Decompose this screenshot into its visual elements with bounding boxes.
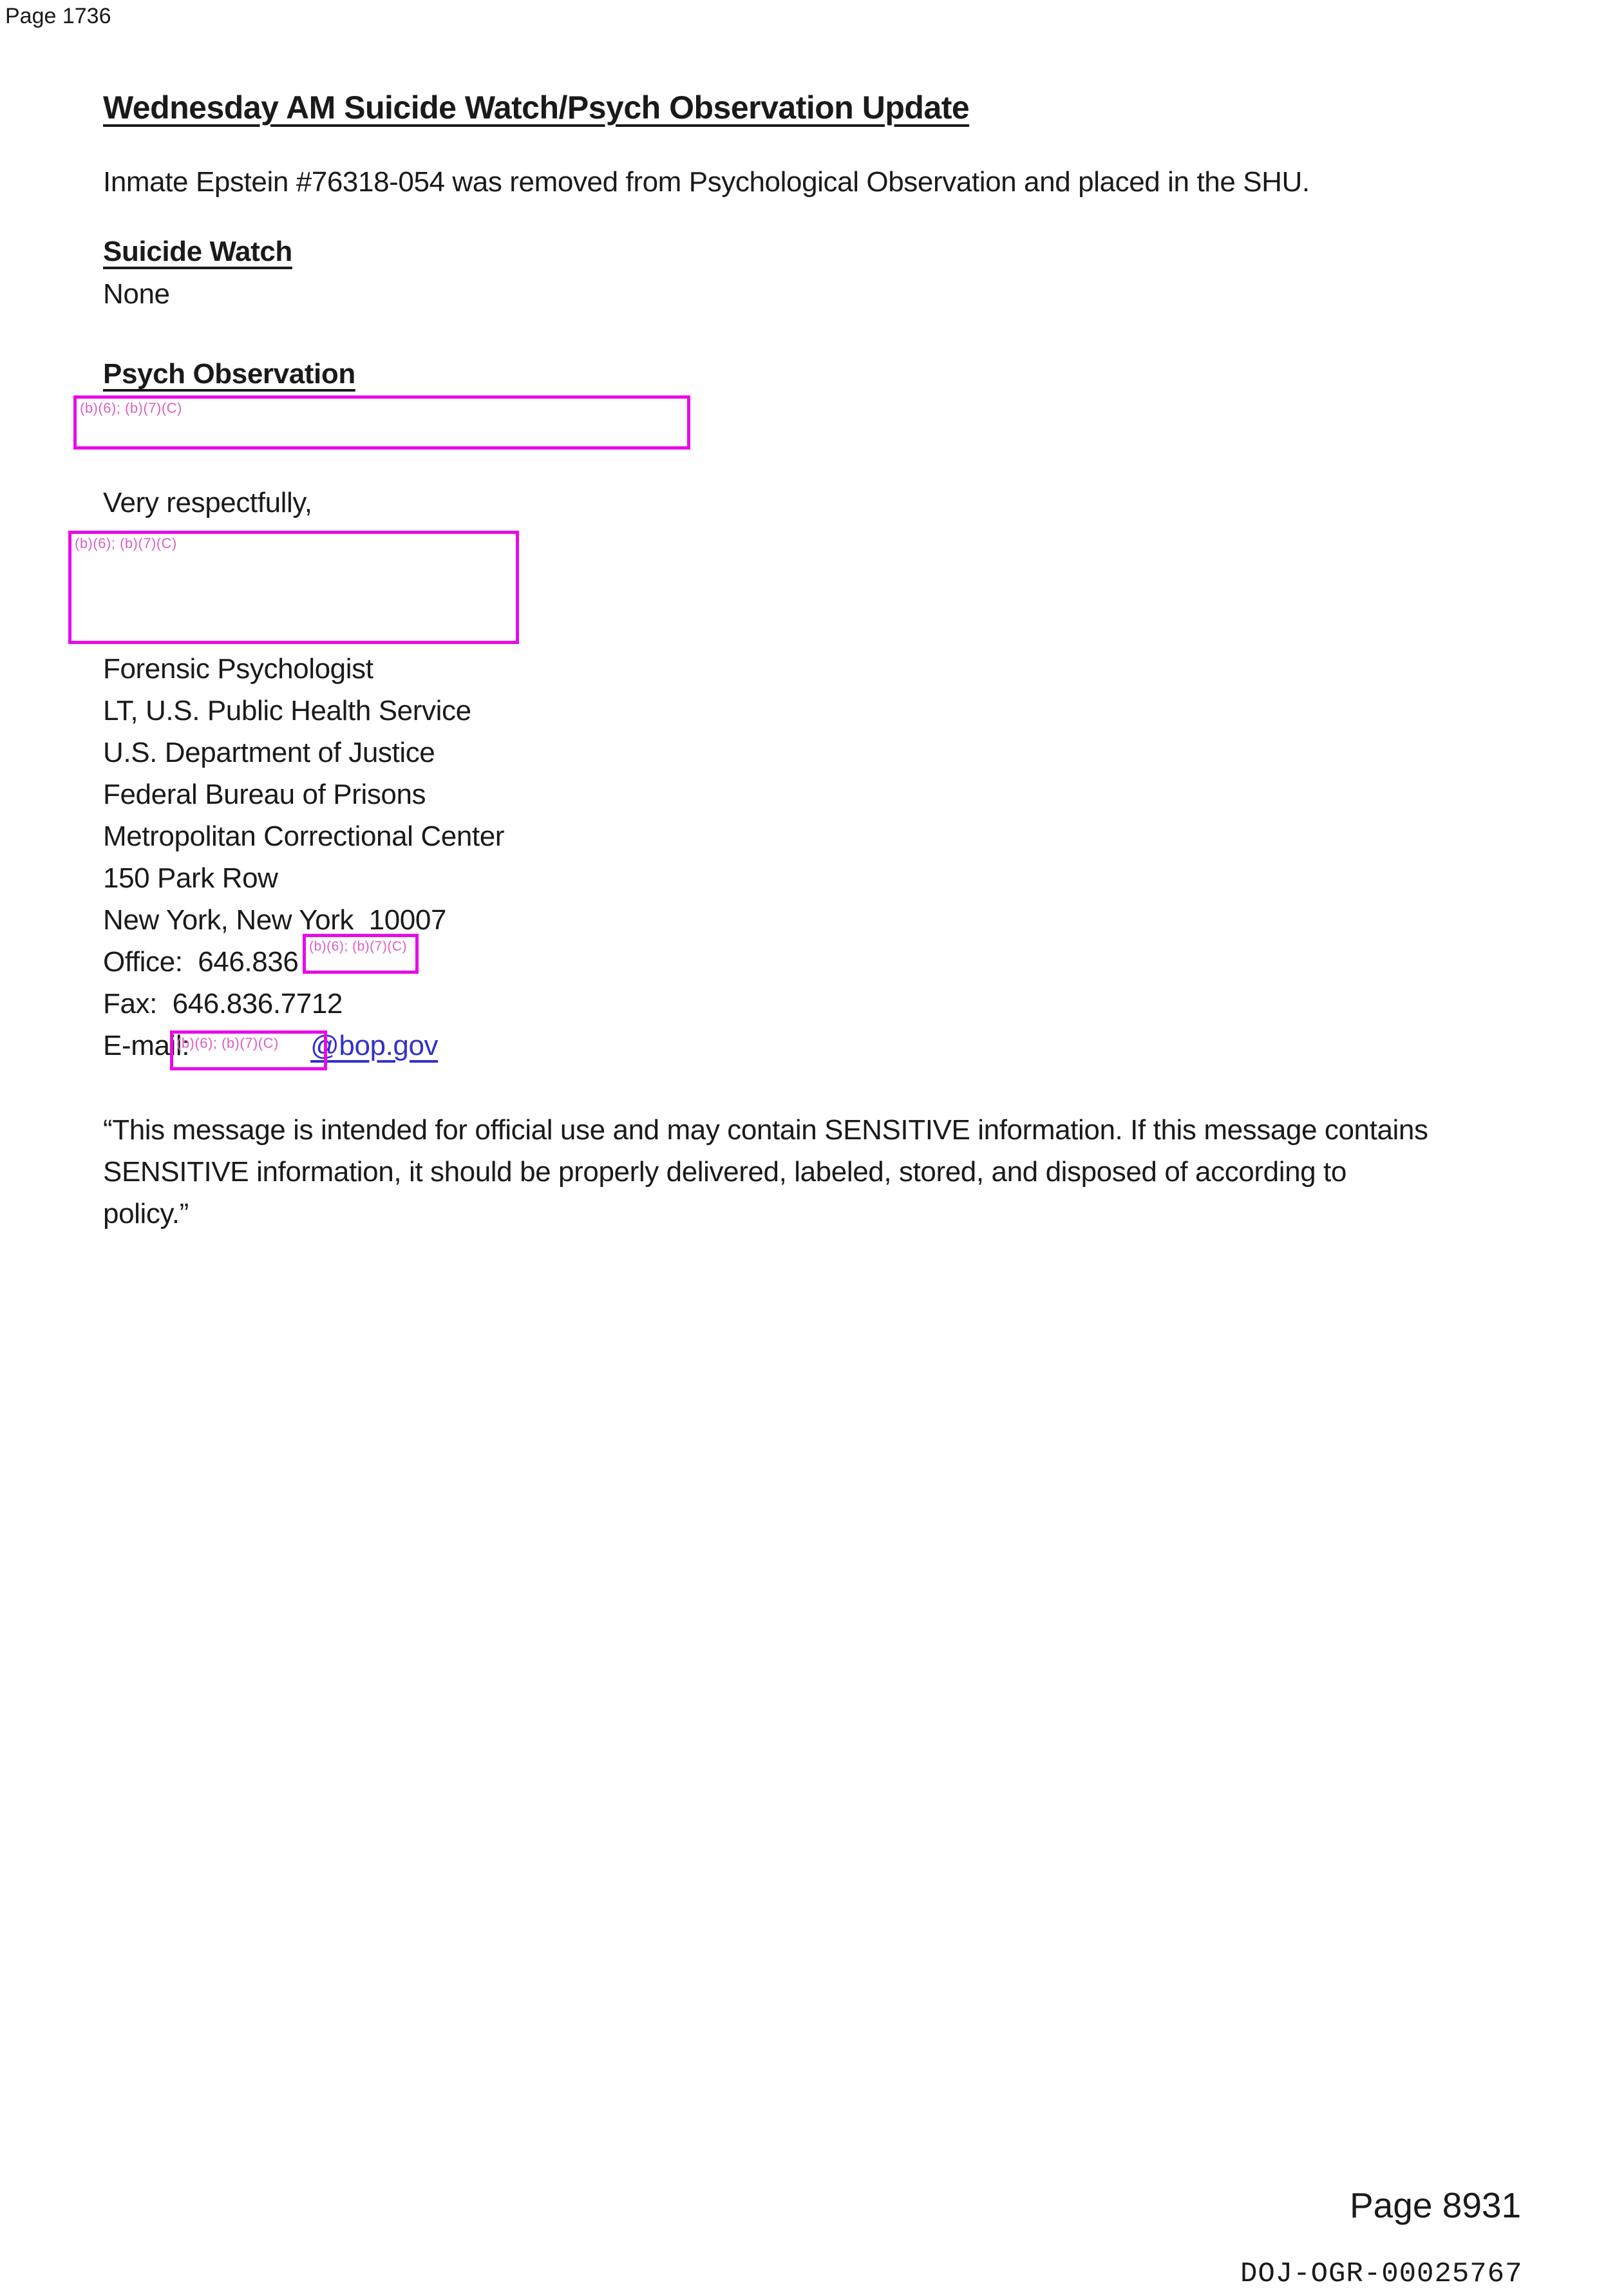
email-link[interactable]: @bop.gov — [310, 1030, 439, 1061]
redaction-exemption-label: (b)(6); (b)(7)(C) — [75, 535, 177, 551]
fax-line: Fax: 646.836.7712 — [103, 988, 343, 1020]
bates-number: DOJ-OGR-00025767 — [1240, 2258, 1523, 2290]
signature-line-title: Forensic Psychologist — [103, 653, 373, 685]
redaction-box-email — [170, 1030, 327, 1070]
redaction-exemption-label: (b)(6); (b)(7)(C) — [309, 939, 407, 954]
email-label: E-mail: — [103, 1030, 190, 1061]
section-heading-psych-observation: Psych Observation — [103, 358, 355, 390]
signature-line-bureau: Federal Bureau of Prisons — [103, 779, 426, 810]
disclaimer-line: policy.” — [103, 1198, 189, 1229]
disclaimer-line: SENSITIVE information, it should be properly delivered, labeled, stored, and disposed of according to — [103, 1156, 1347, 1188]
disclaimer-paragraph — [103, 1109, 1428, 1235]
signature-block — [103, 648, 504, 1067]
disclaimer-line: “This message is intended for official use and may contain SENSITIVE information. If this message contains — [103, 1114, 1428, 1146]
redaction-box-office-phone — [303, 934, 419, 974]
signature-line-facility: Metropolitan Correctional Center — [103, 821, 505, 852]
signature-line-rank: LT, U.S. Public Health Service — [103, 695, 471, 726]
signature-line-city: New York, New York 10007 — [103, 904, 447, 936]
signature-line-street: 150 Park Row — [103, 862, 278, 894]
scan-page-label: Page 1736 — [5, 4, 111, 28]
subject-heading: Wednesday AM Suicide Watch/Psych Observation Update — [103, 90, 970, 126]
signature-line-department: U.S. Department of Justice — [103, 737, 435, 768]
redaction-box-psych-observation — [73, 395, 690, 450]
redaction-box-signature — [68, 531, 519, 644]
intro-paragraph: Inmate Epstein #76318-054 was removed from Psychological Observation and placed in the SHU. — [103, 166, 1310, 198]
office-phone-line: Office: 646.836 — [103, 946, 299, 978]
redaction-exemption-label: (b)(6); (b)(7)(C) — [80, 400, 182, 416]
closing-line: Very respectfully, — [103, 487, 312, 518]
footer-page-number: Page 8931 — [1350, 2185, 1522, 2225]
redaction-exemption-label: (b)(6); (b)(7)(C) — [176, 1035, 279, 1051]
suicide-watch-value: None — [103, 278, 170, 310]
section-heading-suicide-watch: Suicide Watch — [103, 236, 292, 267]
